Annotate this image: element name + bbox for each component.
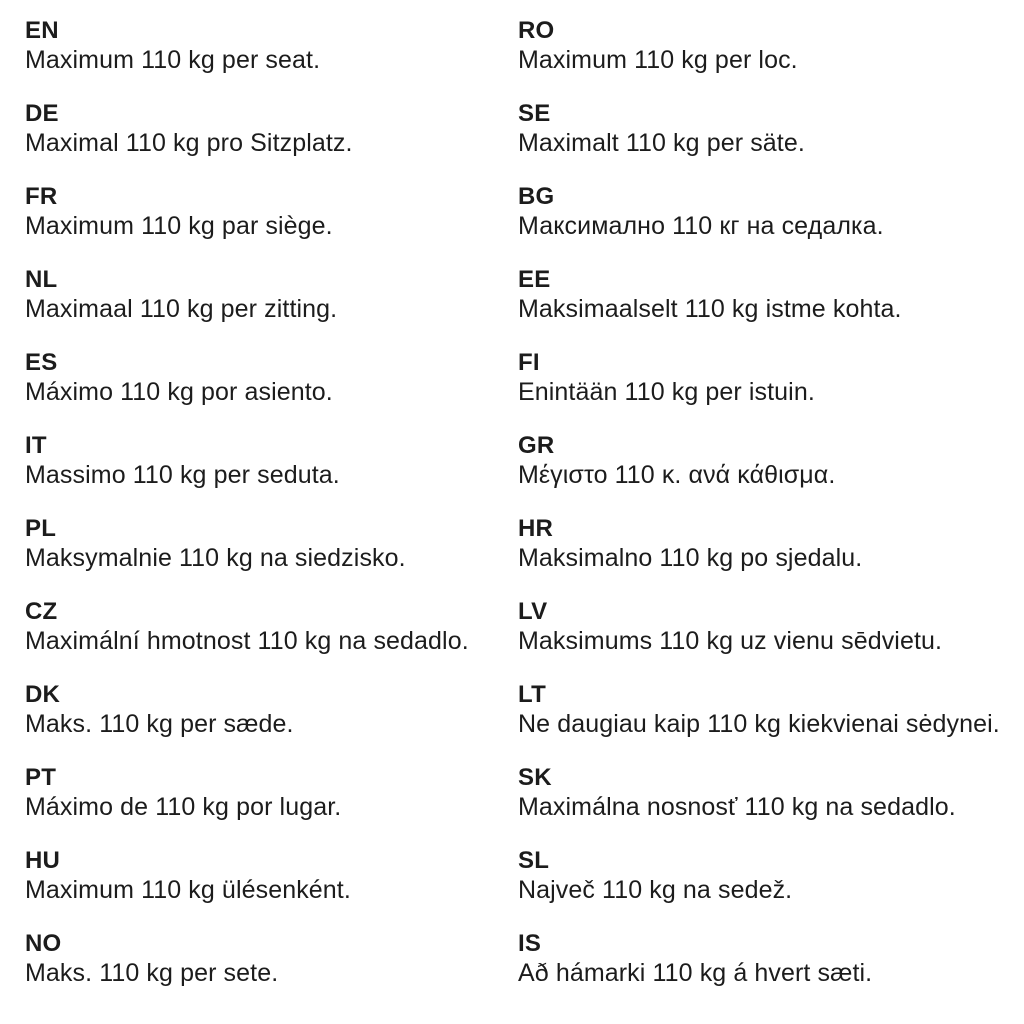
language-code: EE bbox=[518, 266, 551, 293]
translation-text: Maximum 110 kg par siège. bbox=[25, 212, 333, 240]
language-entry-is bbox=[518, 929, 1024, 1012]
language-code: IT bbox=[25, 432, 47, 459]
translation-text: Maks. 110 kg per sæde. bbox=[25, 710, 294, 738]
language-entry-hr bbox=[518, 514, 1024, 597]
translation-text: Maximum 110 kg per seat. bbox=[25, 46, 321, 74]
language-entry-gr bbox=[518, 431, 1024, 514]
translation-text: Máximo 110 kg por asiento. bbox=[25, 378, 333, 406]
language-entry-no bbox=[25, 929, 512, 1012]
translation-text: Maximum 110 kg per loc. bbox=[518, 46, 798, 74]
translation-text: Ne daugiau kaip 110 kg kiekvienai sėdynei. bbox=[518, 710, 1000, 738]
language-code: LV bbox=[518, 598, 548, 625]
language-code: NL bbox=[25, 266, 58, 293]
language-column-right bbox=[512, 16, 1024, 1012]
translation-text: Maks. 110 kg per sete. bbox=[25, 959, 279, 987]
language-code: FI bbox=[518, 349, 540, 376]
language-column-left bbox=[0, 16, 512, 1012]
language-entry-dk bbox=[25, 680, 512, 763]
language-code: EN bbox=[25, 17, 59, 44]
translation-text: Maximálna nosnosť 110 kg na sedadlo. bbox=[518, 793, 956, 821]
language-code: NO bbox=[25, 930, 62, 957]
language-code: BG bbox=[518, 183, 555, 210]
language-entry-lt bbox=[518, 680, 1024, 763]
language-code: DK bbox=[25, 681, 61, 708]
translation-text: Μέγιστο 110 κ. ανά κάθισμα. bbox=[518, 461, 836, 489]
language-entry-bg bbox=[518, 182, 1024, 265]
language-entry-pt bbox=[25, 763, 512, 846]
language-code: FR bbox=[25, 183, 58, 210]
translation-text: Maksimalno 110 kg po sjedalu. bbox=[518, 544, 863, 572]
language-code: HR bbox=[518, 515, 554, 542]
language-code: DE bbox=[25, 100, 59, 127]
language-entry-ee bbox=[518, 265, 1024, 348]
language-entry-nl bbox=[25, 265, 512, 348]
language-entry-de bbox=[25, 99, 512, 182]
language-code: SL bbox=[518, 847, 550, 874]
language-code: LT bbox=[518, 681, 546, 708]
translation-text: Maksimaalselt 110 kg istme kohta. bbox=[518, 295, 902, 323]
language-code: PL bbox=[25, 515, 57, 542]
language-entry-hu bbox=[25, 846, 512, 929]
language-entry-sk bbox=[518, 763, 1024, 846]
language-code: HU bbox=[25, 847, 61, 874]
language-entry-se bbox=[518, 99, 1024, 182]
language-entry-es bbox=[25, 348, 512, 431]
language-code: PT bbox=[25, 764, 57, 791]
language-entry-fi bbox=[518, 348, 1024, 431]
translation-text: Maksymalnie 110 kg na siedzisko. bbox=[25, 544, 406, 572]
language-entry-pl bbox=[25, 514, 512, 597]
language-entry-cz bbox=[25, 597, 512, 680]
translation-text: Massimo 110 kg per seduta. bbox=[25, 461, 340, 489]
translation-text: Maximalt 110 kg per säte. bbox=[518, 129, 805, 157]
translation-text: Enintään 110 kg per istuin. bbox=[518, 378, 815, 406]
language-code: CZ bbox=[25, 598, 58, 625]
translation-text: Maximal 110 kg pro Sitzplatz. bbox=[25, 129, 353, 157]
language-entry-fr bbox=[25, 182, 512, 265]
translation-text: Máximo de 110 kg por lugar. bbox=[25, 793, 342, 821]
translation-text: Maximaal 110 kg per zitting. bbox=[25, 295, 338, 323]
language-entry-ro bbox=[518, 16, 1024, 99]
language-code: SK bbox=[518, 764, 552, 791]
translation-text: Maximální hmotnost 110 kg na sedadlo. bbox=[25, 627, 469, 655]
translation-text: Максимално 110 кг на седалка. bbox=[518, 212, 884, 240]
translation-text: Maksimums 110 kg uz vienu sēdvietu. bbox=[518, 627, 943, 655]
language-code: IS bbox=[518, 930, 542, 957]
translation-text: Maximum 110 kg ülésenként. bbox=[25, 876, 351, 904]
language-code: ES bbox=[25, 349, 58, 376]
language-entry-lv bbox=[518, 597, 1024, 680]
language-code: SE bbox=[518, 100, 551, 127]
language-entry-sl bbox=[518, 846, 1024, 929]
language-code: GR bbox=[518, 432, 555, 459]
translation-text: Največ 110 kg na sedež. bbox=[518, 876, 793, 904]
language-code: RO bbox=[518, 17, 555, 44]
language-entry-it bbox=[25, 431, 512, 514]
language-entry-en bbox=[25, 16, 512, 99]
translation-text: Að hámarki 110 kg á hvert sæti. bbox=[518, 959, 873, 987]
